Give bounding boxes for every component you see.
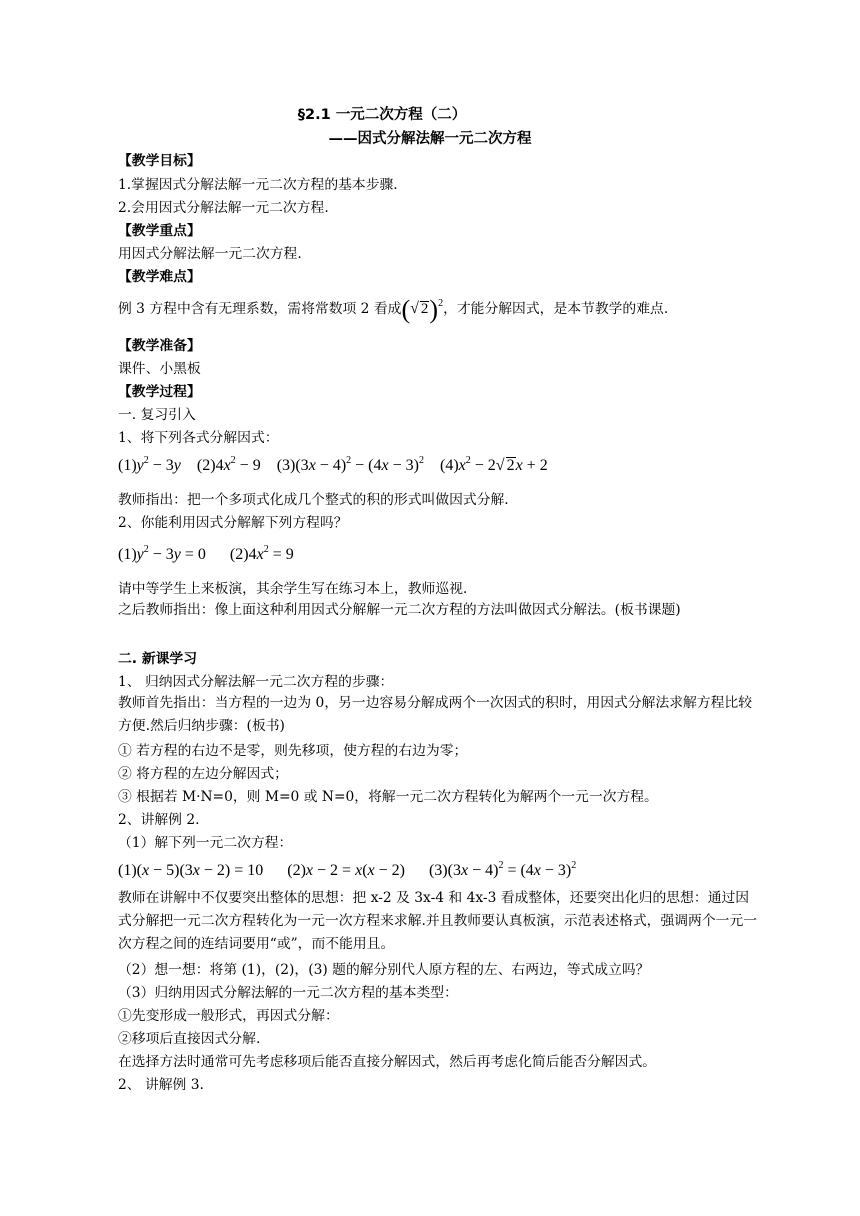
question-2: 2、你能利用因式分解解下列方程吗？ (118, 515, 348, 531)
example-2-sub2: （2）想一想：将第 (1)，(2)，(3) 题的解分别代人原方程的左、右两边，等式成立吗？ (118, 962, 650, 978)
example-2-sub3: （3）归纳用因式分解法解的一元二次方程的基本类型： (118, 985, 458, 1001)
question-1: 1、将下列各式分解因式： (118, 430, 279, 446)
objective-item: 1.掌握因式分解法解一元二次方程的基本步骤. (118, 177, 398, 193)
teacher-note-2: 之后教师指出：像上面这种利用因式分解解一元二次方程的方法叫做因式分解法。(板书课题) (118, 602, 681, 618)
example-3-heading: 2、 讲解例 3. (118, 1077, 204, 1093)
equations-formula-2: (1)(x − 5)(3x − 2) = 10 (2)x − 2 = x(x − 2) $(3)(3x - 4)^2 = (4x - 3)^2$ (118, 860, 577, 879)
preparation-text: 课件、小黑板 (118, 361, 201, 377)
example-2-heading: 2、讲解例 2. (118, 812, 200, 828)
step-item: ③ 根据若 M·N=0，则 M=0 或 N=0，将解一元二次方程转化为解两个一元一次方程。 (118, 789, 658, 805)
factor-expressions-formula: $(1)y^2 - 3y$ $(2)4x^2 - 9$ $(3)(3x - 4)^2 - (4x - 3)^2$ $(4)x^2 - 2√$ 2x + 2 (118, 455, 548, 474)
type-item: ②移项后直接因式分解. (118, 1031, 261, 1047)
preparation-heading: 【教学准备】 (118, 338, 201, 354)
difficulty-text-after: ，才能分解因式，是本节教学的难点. (443, 301, 669, 317)
page-title: §2.1 一元二次方程（二） (297, 107, 467, 123)
section-new-learning: 二. 新课学习 (118, 651, 198, 667)
board-note: 请中等学生上来板演，其余学生写在练习本上，教师巡视. (118, 581, 468, 597)
objective-item: 2.会用因式分解法解一元二次方程. (118, 200, 329, 216)
type-item: ①先变形成一般形式，再因式分解： (118, 1008, 339, 1024)
step-item: ② 将方程的左边分解因式； (118, 766, 288, 782)
process-heading: 【教学过程】 (118, 384, 201, 400)
step-item: ① 若方程的右边不是零，则先移项，使方程的右边为零； (118, 743, 468, 759)
difficulty-text (118, 295, 758, 324)
objectives-heading: 【教学目标】 (118, 153, 201, 169)
step-description: 教师首先指出：当方程的一边为 0，另一边容易分解成两个一次因式的积时，用因式分解法求解方程比较方便.然后归纳步骤：(板书) (118, 695, 753, 734)
step-intro: 1、 归纳因式分解法解一元二次方程的步骤： (118, 674, 394, 690)
keypoint-heading: 【教学重点】 (118, 223, 201, 239)
teacher-note-1: 教师指出：把一个多项式化成几个整式的积的形式叫做因式分解. (118, 492, 509, 508)
keypoint-text: 用因式分解法解一元二次方程. (118, 246, 302, 262)
equations-formula-1: $(1)y^2 - 3y = 0$ $(2)4x^2 = 9$ (118, 544, 294, 563)
example-2-sub1: （1）解下列一元二次方程： (118, 835, 293, 851)
method-note: 在选择方法时通常可先考虑移项后能否直接分解因式，然后再考虑化简后能否分解因式。 (118, 1054, 657, 1070)
difficulty-text-before: 例 3 方程中含有无理系数，需将常数项 2 看成 (118, 301, 402, 317)
section-review: 一. 复习引入 (118, 407, 196, 423)
teacher-note-3: 教师在讲解中不仅要突出整体的思想：把 x-2 及 3x-4 和 4x-3 看成整体，还要突出化归的思想：通过因式分解把一元二次方程转化为一元一次方程来求解.并且教师要认真板演，示范表述格式，强调两个一元一次方程之间的连结词要用“或”，而不能用且。 (118, 890, 758, 952)
page-subtitle: ——因式分解法解一元二次方程 (328, 131, 532, 147)
difficulty-heading: 【教学难点】 (118, 269, 201, 285)
sqrt2-squared-formula: (√ 2)$^2$ (401, 295, 444, 324)
